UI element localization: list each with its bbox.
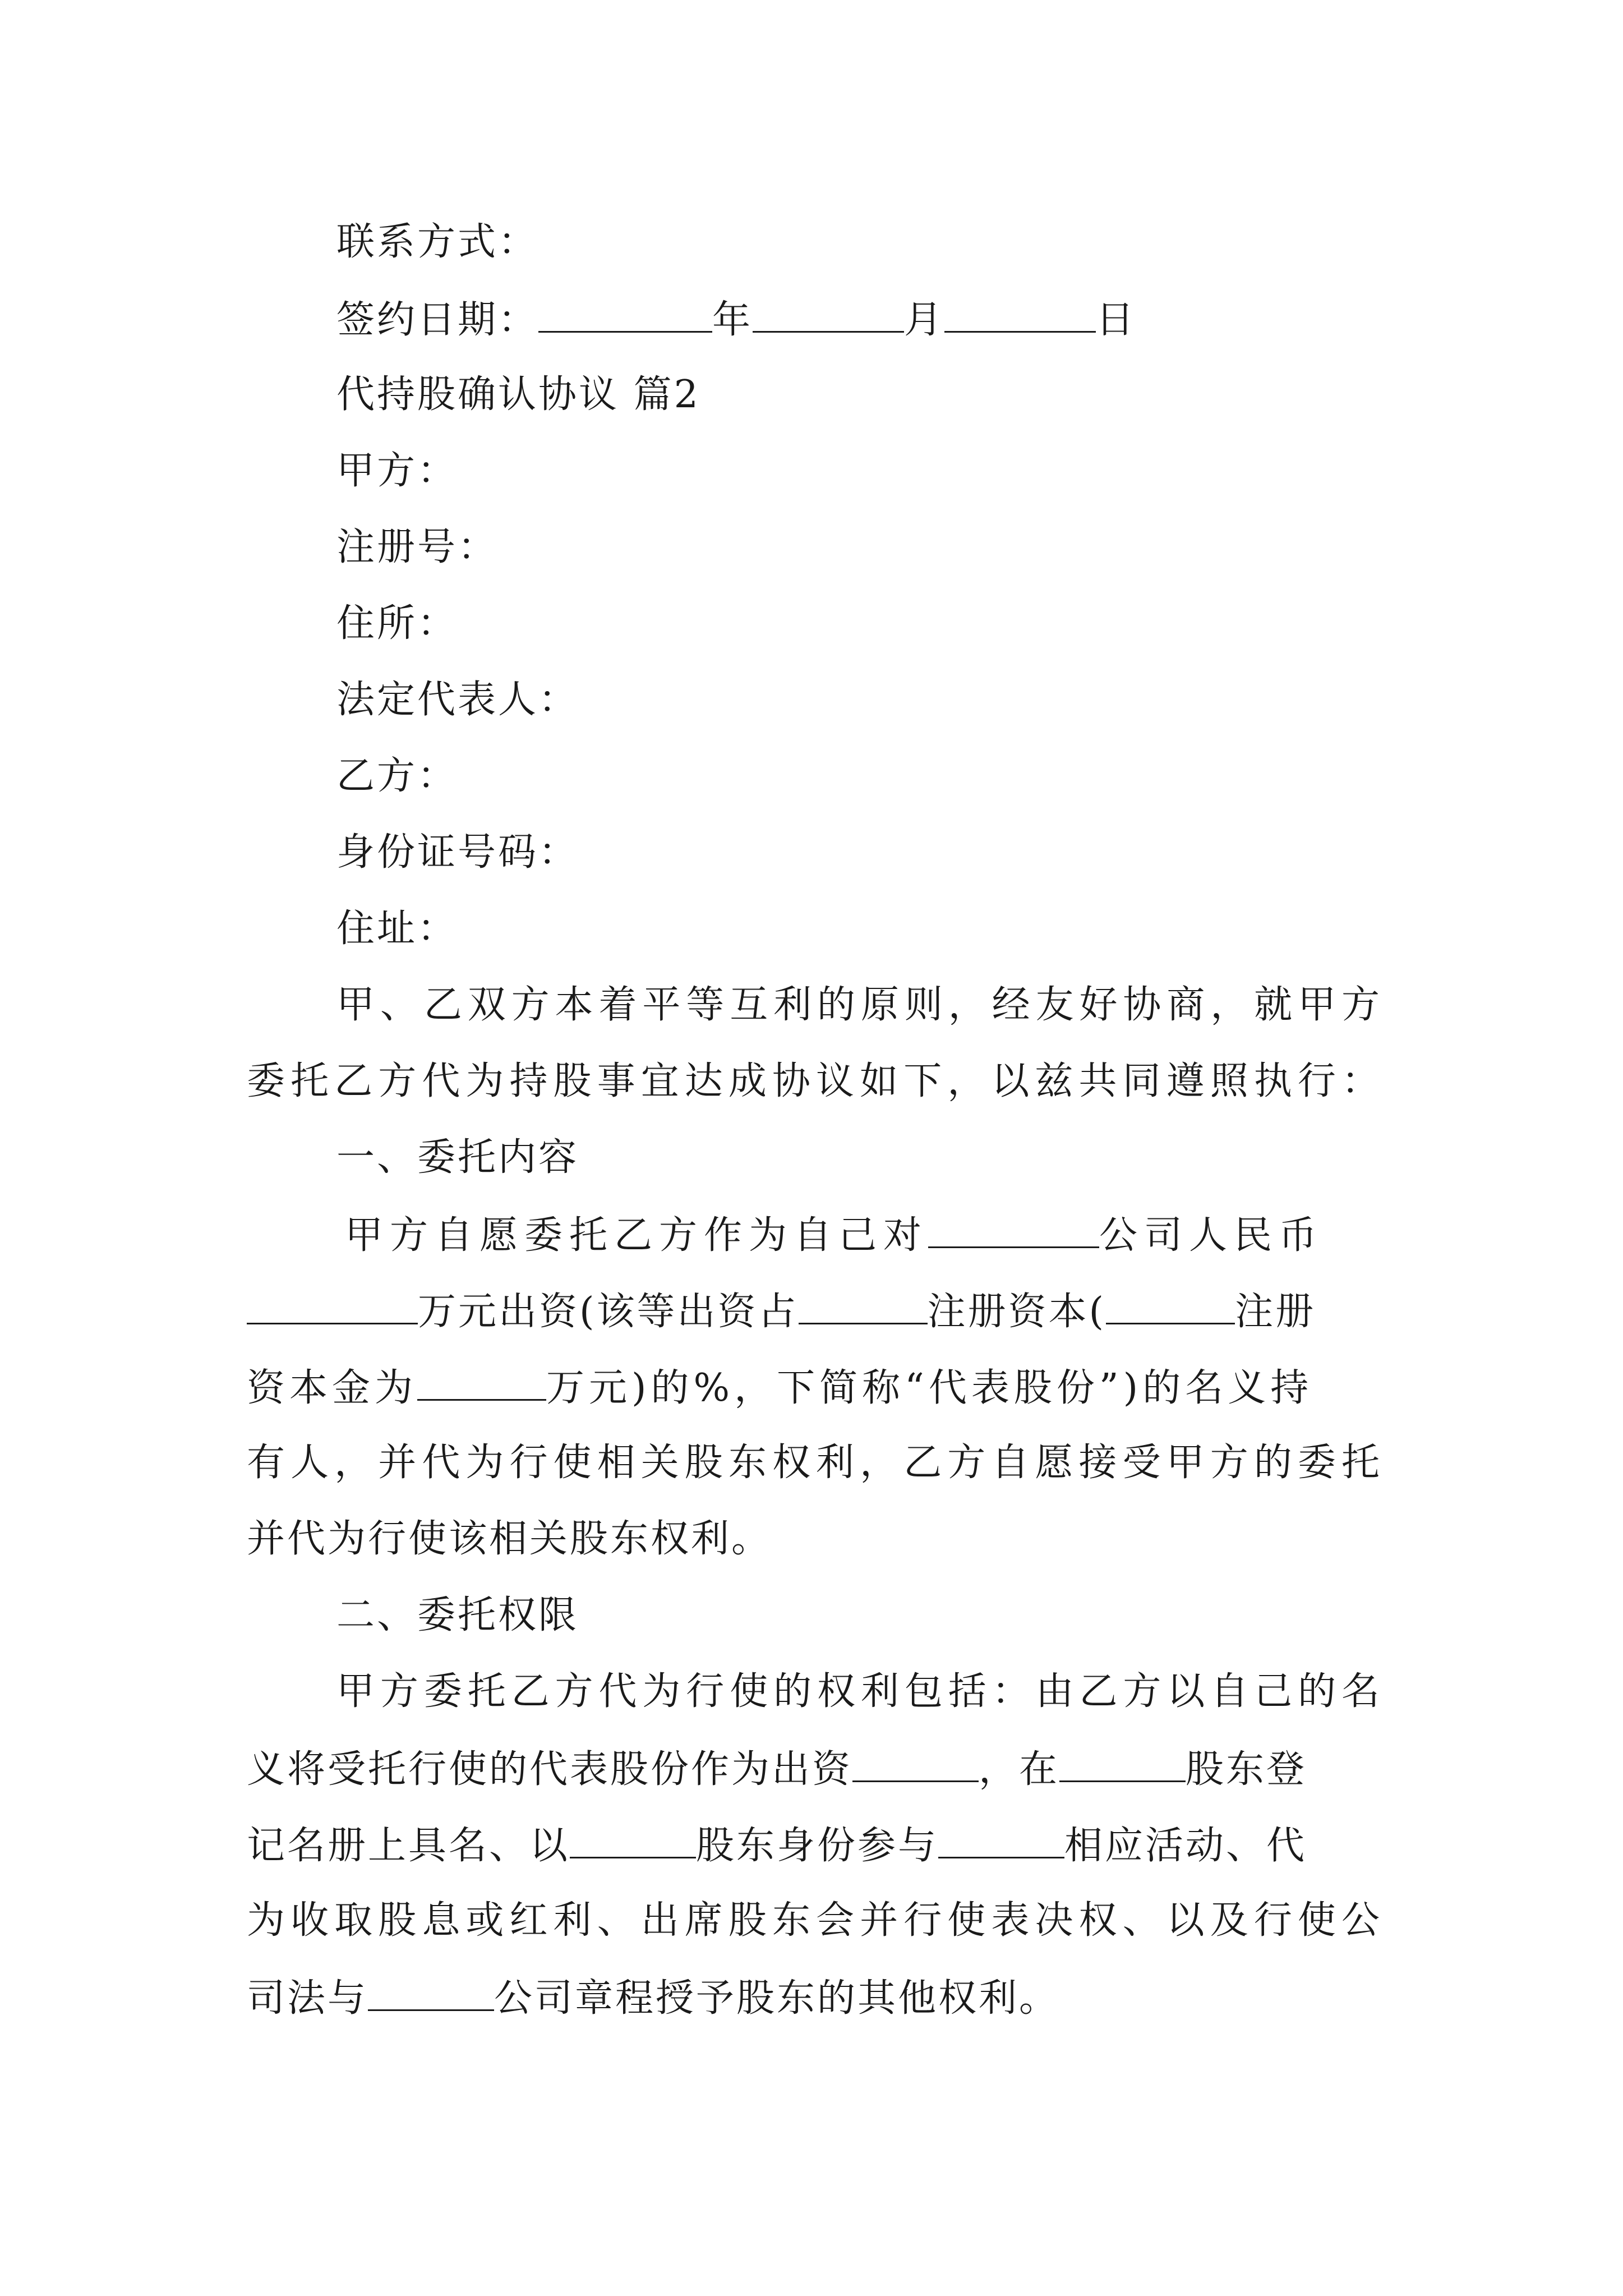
id-no-line: 身份证号码： — [336, 830, 579, 875]
sec1-line-5: 并代为行使该相关股东权利。 — [247, 1517, 772, 1561]
sec1-line-3: 资本金为 万元)的%，下简称“代表股份”)的名义持 — [247, 1364, 1313, 1411]
capital-amount-blank — [417, 1364, 546, 1401]
amount-blank — [247, 1288, 418, 1324]
investment-blank — [852, 1746, 979, 1782]
residence-line: 住所： — [336, 601, 458, 646]
sec1-line-2: 万元出资(该等出资占 注册资本( 注册 — [247, 1288, 1316, 1335]
law-blank — [368, 1975, 494, 2011]
year-label: 年 — [712, 298, 753, 342]
sec2-line-2: 义将受托行使的代表股份作为出资 ，在 股东登 — [247, 1746, 1307, 1792]
sec2-line-1: 甲方委托乙方代为行使的权利包括：由乙方以自己的名 — [336, 1669, 1380, 1714]
sec2-title: 二、委托权限 — [336, 1593, 579, 1637]
sec2-line-4: 为收取股息或红利、出席股东会并行使表决权、以及行使公 — [247, 1898, 1380, 1943]
party-b-line: 乙方： — [336, 754, 458, 798]
sign-date-line — [336, 296, 1136, 343]
section-title: 代持股确认协议 篇2 — [336, 372, 700, 417]
month-blank — [753, 296, 904, 333]
sec1-title: 一、委托内容 — [336, 1135, 579, 1180]
month-label: 月 — [904, 298, 945, 342]
activity-blank — [938, 1822, 1064, 1858]
sec1-line-4: 有人，并代为行使相关股东权利，乙方自愿接受甲方的委托 — [247, 1441, 1380, 1485]
sec2-line-3: 记名册上具名、以 股东身份参与 相应活动、代 — [247, 1822, 1307, 1869]
day-label: 日 — [1096, 298, 1137, 342]
sec1-line-1: 甲方自愿委托乙方作为自己对 公司人民币 — [345, 1212, 1324, 1258]
intro-line-1: 甲、乙双方本着平等互利的原则，经友好协商，就甲方 — [336, 983, 1380, 1027]
company-blank — [928, 1212, 1099, 1248]
register-blank — [1059, 1746, 1186, 1782]
sign-date-label: 签约日期： — [336, 298, 539, 342]
day-blank — [944, 296, 1096, 333]
capital-share-blank — [799, 1288, 928, 1324]
sec2-line-5: 司法与 公司章程授予股东的其他权利。 — [247, 1975, 1059, 2021]
legal-rep-line: 法定代表人： — [336, 678, 579, 722]
year-blank — [538, 296, 712, 333]
contact-label: 联系方式： — [336, 220, 539, 264]
address-line: 住址： — [336, 907, 458, 951]
reg-no-line: 注册号： — [336, 525, 499, 569]
contact-line — [336, 220, 538, 265]
shareholder-blank — [570, 1822, 696, 1858]
party-a-line: 甲方： — [336, 449, 458, 493]
intro-line-2: 委托乙方代为持股事宜达成协议如下，以兹共同遵照执行： — [247, 1059, 1380, 1103]
capital-blank — [1106, 1288, 1235, 1324]
